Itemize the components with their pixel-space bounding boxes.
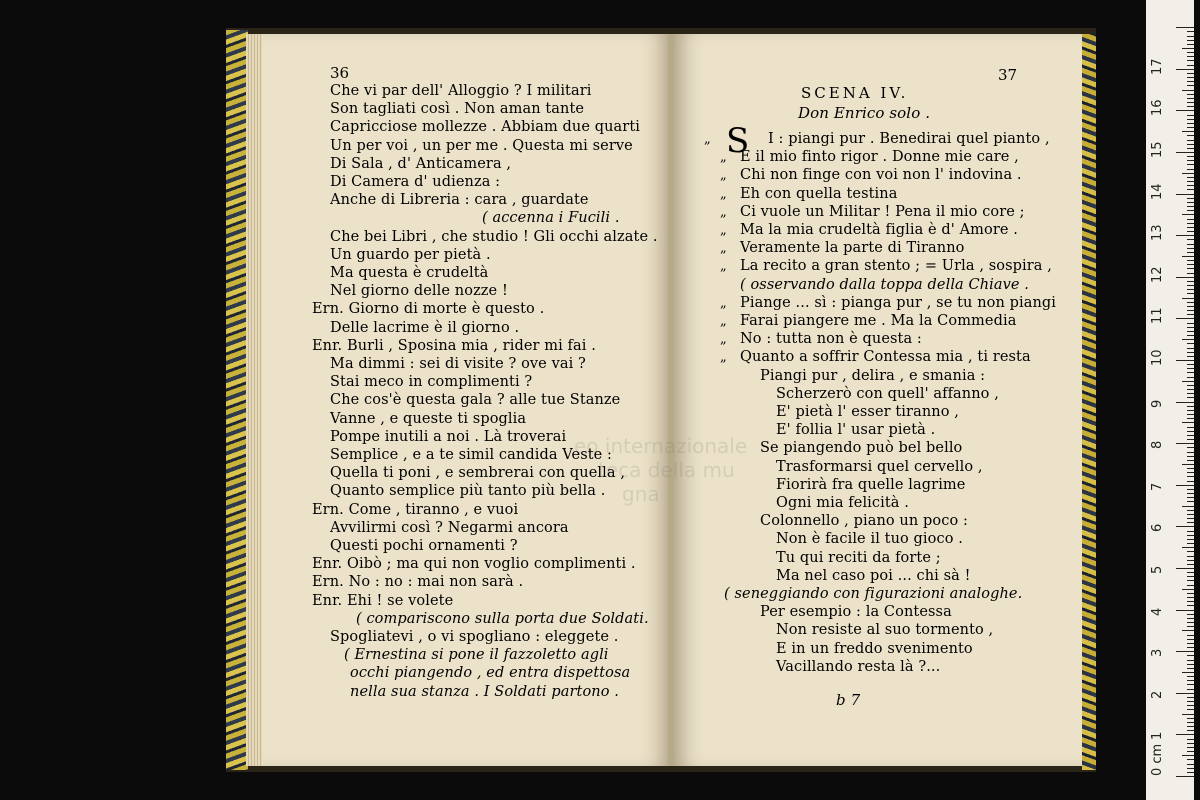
ruler-tick (1182, 714, 1194, 715)
ruler-tick (1187, 522, 1194, 523)
ruler-number: 7 (1150, 482, 1165, 491)
left-text-line: Ern. Come , tiranno , e vuoi (312, 501, 519, 518)
ruler-tick (1187, 219, 1194, 220)
ruler-number: 2 (1150, 690, 1165, 699)
ruler-tick (1187, 364, 1194, 365)
left-text-line: ( compariscono sulla porta due Soldati. (356, 610, 649, 627)
right-text-line: ( osservando dalla toppa della Chiave . (740, 276, 1030, 293)
ruler-tick (1182, 672, 1194, 673)
right-text-line: Piange ... sì : pianga pur , se tu non piangi (740, 294, 1057, 311)
left-text-line: Che vi par dell' Alloggio ? I militari (330, 83, 592, 99)
ruler-tick (1187, 273, 1194, 274)
book-cover-right (1082, 34, 1096, 770)
ruler-tick (1182, 173, 1194, 174)
left-page-number: 36 (330, 64, 350, 82)
ruler-tick (1187, 543, 1194, 544)
ruler-tick (1176, 69, 1194, 70)
ruler-tick (1187, 85, 1194, 86)
ruler-tick (1176, 610, 1194, 611)
ruler-tick (1187, 709, 1194, 710)
right-text-line: Colonnello , piano un poco : (760, 513, 968, 530)
right-text-line: Vacillando resta là ?... (776, 658, 941, 675)
ruler-tick (1187, 40, 1194, 41)
ruler-tick (1187, 614, 1194, 615)
ruler-tick (1187, 356, 1194, 357)
watermark-line: gna (622, 482, 660, 506)
ruler-tick (1176, 235, 1194, 236)
ruler-tick (1187, 160, 1194, 161)
scene-title: SCENA IV. (801, 84, 909, 102)
left-text-line: Quella ti poni , e sembrerai con quella , (330, 465, 626, 482)
ruler-number: 16 (1150, 99, 1165, 117)
ruler-number: 10 (1150, 349, 1165, 366)
ruler-tick (1187, 447, 1194, 448)
ruler-tick (1187, 456, 1194, 457)
ruler-tick (1187, 468, 1194, 469)
ruler-tick (1187, 302, 1194, 303)
ruler-tick (1187, 285, 1194, 286)
ruler-tick (1187, 684, 1194, 685)
left-text-line: Spogliatevi , o vi spogliano : eleggete . (330, 629, 619, 645)
ruler-tick (1187, 514, 1194, 515)
ruler-tick (1182, 90, 1194, 91)
ruler-tick (1187, 535, 1194, 536)
ruler-tick (1187, 248, 1194, 249)
left-text-line: Quanto semplice più tanto più bella . (330, 483, 606, 500)
watermark-line: eo internazionale (574, 434, 748, 458)
ruler-tick (1187, 81, 1194, 82)
ruler-tick (1187, 539, 1194, 540)
left-text-line: Nel giorno delle nozze ! (330, 283, 508, 300)
quote-mark: „ (720, 204, 727, 220)
ruler-tick (1176, 194, 1194, 195)
ruler-tick (1182, 131, 1194, 132)
ruler-tick (1187, 722, 1194, 723)
left-text-line: Ern. No : no : mai non sarà . (312, 574, 524, 591)
ruler-tick (1176, 776, 1194, 777)
ruler-tick (1187, 431, 1194, 432)
ruler-tick (1187, 244, 1194, 245)
ruler-tick (1187, 264, 1194, 265)
left-text-line: Anche di Libreria : cara , guardate (330, 192, 589, 209)
ruler-tick (1187, 605, 1194, 606)
right-text-line: Se piangendo può bel bello (760, 440, 963, 457)
ruler-tick (1187, 306, 1194, 307)
ruler-tick (1187, 572, 1194, 573)
ruler-tick (1187, 452, 1194, 453)
left-text-line: Avvilirmi così ? Negarmi ancora (330, 519, 569, 536)
ruler-tick (1187, 260, 1194, 261)
right-text-line: Ci vuole un Militar ! Pena il mio core ; (740, 203, 1025, 220)
ruler-tick (1187, 730, 1194, 731)
measuring-ruler (1146, 0, 1194, 800)
ruler-tick (1187, 60, 1194, 61)
left-text-line: Un per voi , un per me . Questa mi serve (330, 137, 633, 154)
ruler-tick (1187, 680, 1194, 681)
right-text-line: Ma la mia crudeltà figlia è d' Amore . (740, 222, 1018, 238)
ruler-tick (1187, 647, 1194, 648)
ruler-tick (1176, 485, 1194, 486)
ruler-number: 15 (1150, 141, 1165, 158)
ruler-tick (1187, 393, 1194, 394)
ruler-tick (1187, 660, 1194, 661)
ruler-tick (1187, 231, 1194, 232)
ruler-tick (1187, 501, 1194, 502)
right-text-line: ( seneggiando con figurazioni analoghe. (724, 586, 1023, 602)
left-text-line: occhi piangendo , ed entra dispettosa (350, 665, 631, 682)
right-text-line: Ma nel caso poi ... chi sà ! (776, 567, 971, 584)
ruler-tick (1187, 564, 1194, 565)
ruler-tick (1187, 352, 1194, 353)
ruler-tick (1187, 655, 1194, 656)
left-text-line: Un guardo per pietà . (330, 246, 491, 263)
ruler-tick (1187, 310, 1194, 311)
ruler-tick (1187, 385, 1194, 386)
left-text-line: ( accenna i Fucili . (482, 210, 620, 227)
ruler-tick (1176, 651, 1194, 652)
ruler-tick (1187, 65, 1194, 66)
ruler-tick (1187, 368, 1194, 369)
ruler-tick (1187, 664, 1194, 665)
ruler-number: 9 (1150, 399, 1165, 408)
ruler-tick (1187, 56, 1194, 57)
ruler-tick (1187, 414, 1194, 415)
ruler-tick (1187, 427, 1194, 428)
ruler-tick (1187, 481, 1194, 482)
right-text-line: Ogni mia felicità . (776, 495, 909, 511)
ruler-tick (1187, 144, 1194, 145)
ruler-tick (1187, 202, 1194, 203)
ruler-number: 3 (1150, 648, 1165, 658)
ruler-tick (1182, 339, 1194, 340)
right-text-line: Non è facile il tuo gioco . (776, 531, 963, 548)
ruler-tick (1187, 185, 1194, 186)
ruler-tick (1187, 493, 1194, 494)
left-text-line: Enr. Oibò ; ma qui non voglio complimenti . (312, 556, 636, 573)
ruler-tick (1187, 747, 1194, 748)
drop-cap: S (726, 121, 750, 161)
right-text-line: Piangi pur , delira , e smania : (760, 367, 986, 384)
quote-mark: „ (704, 132, 711, 147)
ruler-tick (1187, 635, 1194, 636)
ruler-tick (1187, 327, 1194, 328)
ruler-tick (1187, 239, 1194, 240)
ruler-tick (1176, 693, 1194, 694)
ruler-tick (1187, 705, 1194, 706)
ruler-tick (1187, 268, 1194, 269)
right-text-line: Farai piangere me . Ma la Commedia (740, 313, 1017, 329)
ruler-tick (1187, 177, 1194, 178)
ruler-tick (1187, 768, 1194, 769)
ruler-tick (1176, 443, 1194, 444)
ruler-number: 1 (1150, 732, 1165, 741)
ruler-tick (1187, 759, 1194, 760)
left-text-line: Di Sala , d' Anticamera , (330, 155, 512, 172)
ruler-tick (1187, 489, 1194, 490)
ruler-tick (1182, 381, 1194, 382)
ruler-tick (1187, 123, 1194, 124)
left-text-line: Che bei Libri , che studio ! Gli occhi alzate . (330, 228, 658, 245)
ruler-tick (1187, 94, 1194, 95)
ruler-tick (1187, 397, 1194, 398)
left-text-line: Delle lacrime è il giorno . (330, 319, 520, 336)
right-page-number: 37 (998, 66, 1018, 84)
ruler-tick (1187, 410, 1194, 411)
right-text-line: E il mio finto rigor . Donne mie care , (740, 149, 1019, 166)
ruler-tick (1187, 551, 1194, 552)
ruler-tick (1187, 460, 1194, 461)
quote-mark: „ (720, 223, 727, 238)
right-text-line: E in un freddo svenimento (776, 640, 973, 657)
ruler-tick (1182, 506, 1194, 507)
quote-mark: „ (720, 314, 727, 329)
ruler-tick (1187, 156, 1194, 157)
ruler-tick (1182, 755, 1194, 756)
ruler-tick (1187, 77, 1194, 78)
signature-mark: b 7 (836, 691, 861, 709)
ruler-tick (1187, 576, 1194, 577)
ruler-tick (1187, 140, 1194, 141)
left-text-line: Enr. Ehi ! se volete (312, 592, 454, 609)
ruler-tick (1187, 148, 1194, 149)
ruler-tick (1187, 314, 1194, 315)
ruler-tick (1182, 547, 1194, 548)
ruler-tick (1187, 718, 1194, 719)
scene-subtitle: Don Enrico solo . (798, 104, 931, 122)
ruler-tick (1182, 422, 1194, 423)
right-text-line: Chi non finge con voi non l' indovina . (740, 167, 1022, 184)
right-text-line: Eh con quella testina (740, 185, 898, 202)
ruler-tick (1187, 252, 1194, 253)
ruler-tick (1187, 439, 1194, 440)
quote-mark: „ (720, 186, 727, 202)
right-text-line: Quanto a soffrir Contessa mia , ti resta (740, 349, 1031, 366)
ruler-tick (1187, 597, 1194, 598)
ruler-tick (1187, 697, 1194, 698)
right-text-line: E' pietà l' esser tiranno , (776, 404, 959, 420)
ruler-tick (1187, 169, 1194, 170)
ruler-tick (1187, 115, 1194, 116)
right-text-line: No : tutta non è questa : (740, 331, 922, 348)
right-text-line: Trasformarsi quel cervello , (776, 458, 983, 475)
ruler-tick (1187, 476, 1194, 477)
ruler-tick (1187, 643, 1194, 644)
ruler-tick (1187, 323, 1194, 324)
ruler-tick (1187, 106, 1194, 107)
left-text-line: Enr. Burli , Sposina mia , rider mi fai . (312, 337, 596, 354)
ruler-tick (1187, 518, 1194, 519)
ruler-number: 12 (1150, 266, 1165, 283)
ruler-number: 6 (1150, 524, 1165, 533)
ruler-tick (1176, 526, 1194, 527)
ruler-tick (1187, 343, 1194, 344)
quote-mark: „ (720, 332, 727, 348)
ruler-tick (1176, 277, 1194, 278)
ruler-number: 5 (1150, 565, 1165, 574)
right-text-line: La recito a gran stento ; = Urla , sospira , (740, 258, 1052, 275)
ruler-tick (1187, 102, 1194, 103)
ruler-tick (1187, 223, 1194, 224)
ruler-tick (1187, 639, 1194, 640)
ruler-number: 14 (1150, 183, 1165, 200)
left-text-line: Semplice , e a te simil candida Veste : (330, 447, 613, 463)
ruler-tick (1187, 622, 1194, 623)
ruler-tick (1187, 293, 1194, 294)
right-text-line: Veramente la parte di Tiranno (740, 240, 965, 257)
ruler-tick (1187, 189, 1194, 190)
right-text-line: Scherzerò con quell' affanno , (776, 385, 999, 402)
ruler-tick (1187, 435, 1194, 436)
left-text-line: Che cos'è questa gala ? alle tue Stanze (330, 392, 621, 409)
ruler-tick (1187, 418, 1194, 419)
ruler-number: 11 (1150, 307, 1165, 325)
ruler-tick (1176, 360, 1194, 361)
ruler-number: 8 (1150, 440, 1165, 450)
ruler-tick (1187, 531, 1194, 532)
ruler-tick (1187, 98, 1194, 99)
ruler-tick (1187, 210, 1194, 211)
ruler-tick (1182, 48, 1194, 49)
watermark-line: teca della mu (598, 458, 735, 482)
ruler-tick (1187, 580, 1194, 581)
ruler-tick (1187, 73, 1194, 74)
left-text-line: Pompe inutili a noi . Là troverai (330, 428, 567, 445)
left-text-line: nella sua stanza . I Soldati partono . (350, 683, 619, 700)
ruler-tick (1187, 331, 1194, 332)
ruler-number: 13 (1150, 224, 1165, 242)
ruler-tick (1187, 348, 1194, 349)
ruler-tick (1176, 152, 1194, 153)
ruler-tick (1187, 751, 1194, 752)
ruler-tick (1187, 36, 1194, 37)
ruler-tick (1187, 44, 1194, 45)
ruler-tick (1187, 198, 1194, 199)
ruler-tick (1187, 497, 1194, 498)
ruler-tick (1187, 668, 1194, 669)
ruler-tick (1187, 764, 1194, 765)
ruler-tick (1187, 472, 1194, 473)
left-text-line: Ma questa è crudeltà (330, 265, 489, 281)
ruler-tick (1187, 739, 1194, 740)
left-text-line: Di Camera d' udienza : (330, 174, 501, 190)
ruler-tick (1187, 701, 1194, 702)
ruler-tick (1176, 568, 1194, 569)
right-text-line: Per esempio : la Contessa (760, 604, 952, 621)
left-text-line: Capricciose mollezze . Abbiam due quarti (330, 119, 641, 136)
ruler-tick (1176, 27, 1194, 28)
quote-mark: „ (720, 241, 727, 257)
ruler-tick (1187, 227, 1194, 228)
ruler-tick (1187, 560, 1194, 561)
ruler-tick (1187, 289, 1194, 290)
ruler-tick (1182, 630, 1194, 631)
right-text-line: Non resiste al suo tormento , (776, 622, 994, 639)
ruler-tick (1187, 119, 1194, 120)
ruler-tick (1187, 601, 1194, 602)
ruler-tick (1187, 676, 1194, 677)
ruler-tick (1187, 618, 1194, 619)
ruler-tick (1187, 743, 1194, 744)
quote-mark: „ (720, 168, 727, 184)
ruler-tick (1187, 164, 1194, 165)
quote-mark: „ (720, 150, 727, 166)
ruler-tick (1187, 31, 1194, 32)
ruler-number: 0 cm (1150, 743, 1165, 776)
right-text-line: Tu qui reciti da forte ; (776, 549, 941, 566)
ruler-tick (1176, 734, 1194, 735)
quote-mark: „ (720, 295, 727, 311)
ruler-tick (1187, 585, 1194, 586)
ruler-tick (1187, 689, 1194, 690)
left-text-line: Son tagliati così . Non aman tante (330, 101, 585, 118)
ruler-tick (1176, 402, 1194, 403)
left-text-line: Questi pochi ornamenti ? (330, 538, 518, 554)
right-text-line: Fiorirà fra quelle lagrime (776, 476, 966, 493)
left-text-line: Vanne , e queste ti spoglia (330, 410, 527, 427)
quote-mark: „ (720, 350, 727, 366)
quote-mark: „ (720, 259, 727, 275)
ruler-tick (1187, 281, 1194, 282)
ruler-tick (1187, 181, 1194, 182)
left-text-line: Ern. Giorno di morte è questo . (312, 301, 545, 318)
left-text-line: ( Ernestina si pone il fazzoletto agli (344, 647, 609, 664)
ruler-number: 17 (1150, 58, 1165, 75)
ruler-tick (1187, 335, 1194, 336)
ruler-tick (1187, 52, 1194, 53)
ruler-tick (1187, 406, 1194, 407)
ruler-tick (1187, 135, 1194, 136)
ruler-number: 4 (1150, 607, 1165, 616)
book-cover-left (226, 30, 248, 770)
right-text-line: I : piangi pur . Benedirai quel pianto , (768, 131, 1050, 147)
ruler-tick (1187, 377, 1194, 378)
left-text-line: Ma dimmi : sei di visite ? ove vai ? (330, 356, 586, 372)
ruler-tick (1182, 464, 1194, 465)
ruler-tick (1176, 110, 1194, 111)
ruler-tick (1187, 593, 1194, 594)
ruler-tick (1187, 389, 1194, 390)
ruler-tick (1182, 589, 1194, 590)
left-text-line: Stai meco in complimenti ? (330, 374, 533, 391)
ruler-tick (1176, 318, 1194, 319)
ruler-tick (1187, 626, 1194, 627)
ruler-tick (1187, 772, 1194, 773)
ruler-tick (1187, 726, 1194, 727)
ruler-tick (1182, 214, 1194, 215)
ruler-tick (1187, 556, 1194, 557)
ruler-tick (1187, 372, 1194, 373)
ruler-tick (1187, 206, 1194, 207)
ruler-tick (1182, 256, 1194, 257)
ruler-tick (1187, 510, 1194, 511)
right-text-line: E' follia l' usar pietà . (776, 422, 936, 439)
ruler-tick (1182, 298, 1194, 299)
ruler-tick (1187, 127, 1194, 128)
